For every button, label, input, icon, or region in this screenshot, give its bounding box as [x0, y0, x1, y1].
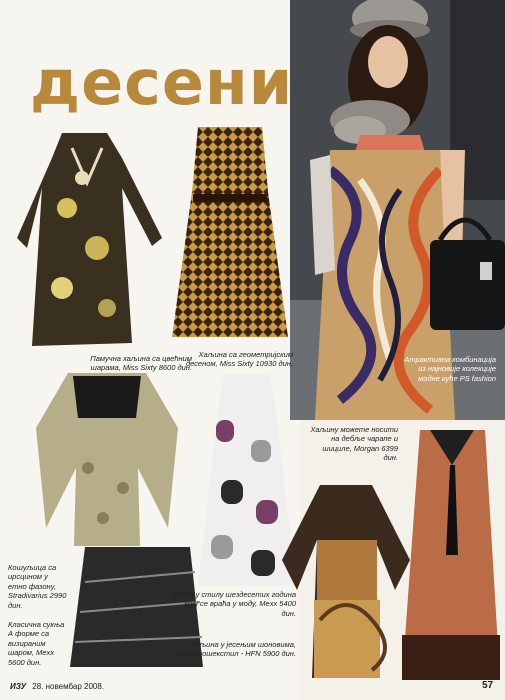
page-number: 57 [482, 680, 494, 691]
geometric-dress-image [168, 122, 292, 344]
caption-skirt: Класична сукња А форме са визираним шаром, Mexx 5600 дин. [8, 620, 65, 667]
caption-retro-dress: Десен у стилу шездесетих година који се враћа у моду, Mexx 5400 дин. [172, 590, 296, 618]
caption-morgan-note: Хаљину можете носити на дебље чарапе и шициле, Morgan 6399 дин. [310, 425, 398, 463]
footer-left [10, 682, 104, 691]
caption-geometric-dress: Хаљина са геометријским десеном, Miss Sixty 10930 дин. [185, 350, 293, 369]
page-title: десени [30, 46, 294, 119]
caption-blouse: Кошуљица са ирсцином у етно фазону, Stradivarius 2990 дин. [8, 563, 67, 610]
caption-model: Атрактивна комбинација из најновије колекције модне куће PS fashion [404, 355, 496, 383]
magazine-logo: ИЗУ [10, 682, 27, 691]
rust-print-dress-image [400, 425, 505, 685]
floral-dress-image [12, 128, 170, 350]
ethno-blouse-image [28, 368, 186, 550]
caption-floral-dress: Памучна хаљина са цвећним шарама, Miss Sixty 8600 дин. [90, 354, 192, 373]
autumn-dress-image [280, 480, 412, 680]
issue-date: 28. новембар 2008. [32, 682, 105, 691]
caption-autumn-dress: Хаљина у јесењим шоновима, Центрошекстил - HFN 5900 дин. [177, 640, 296, 659]
